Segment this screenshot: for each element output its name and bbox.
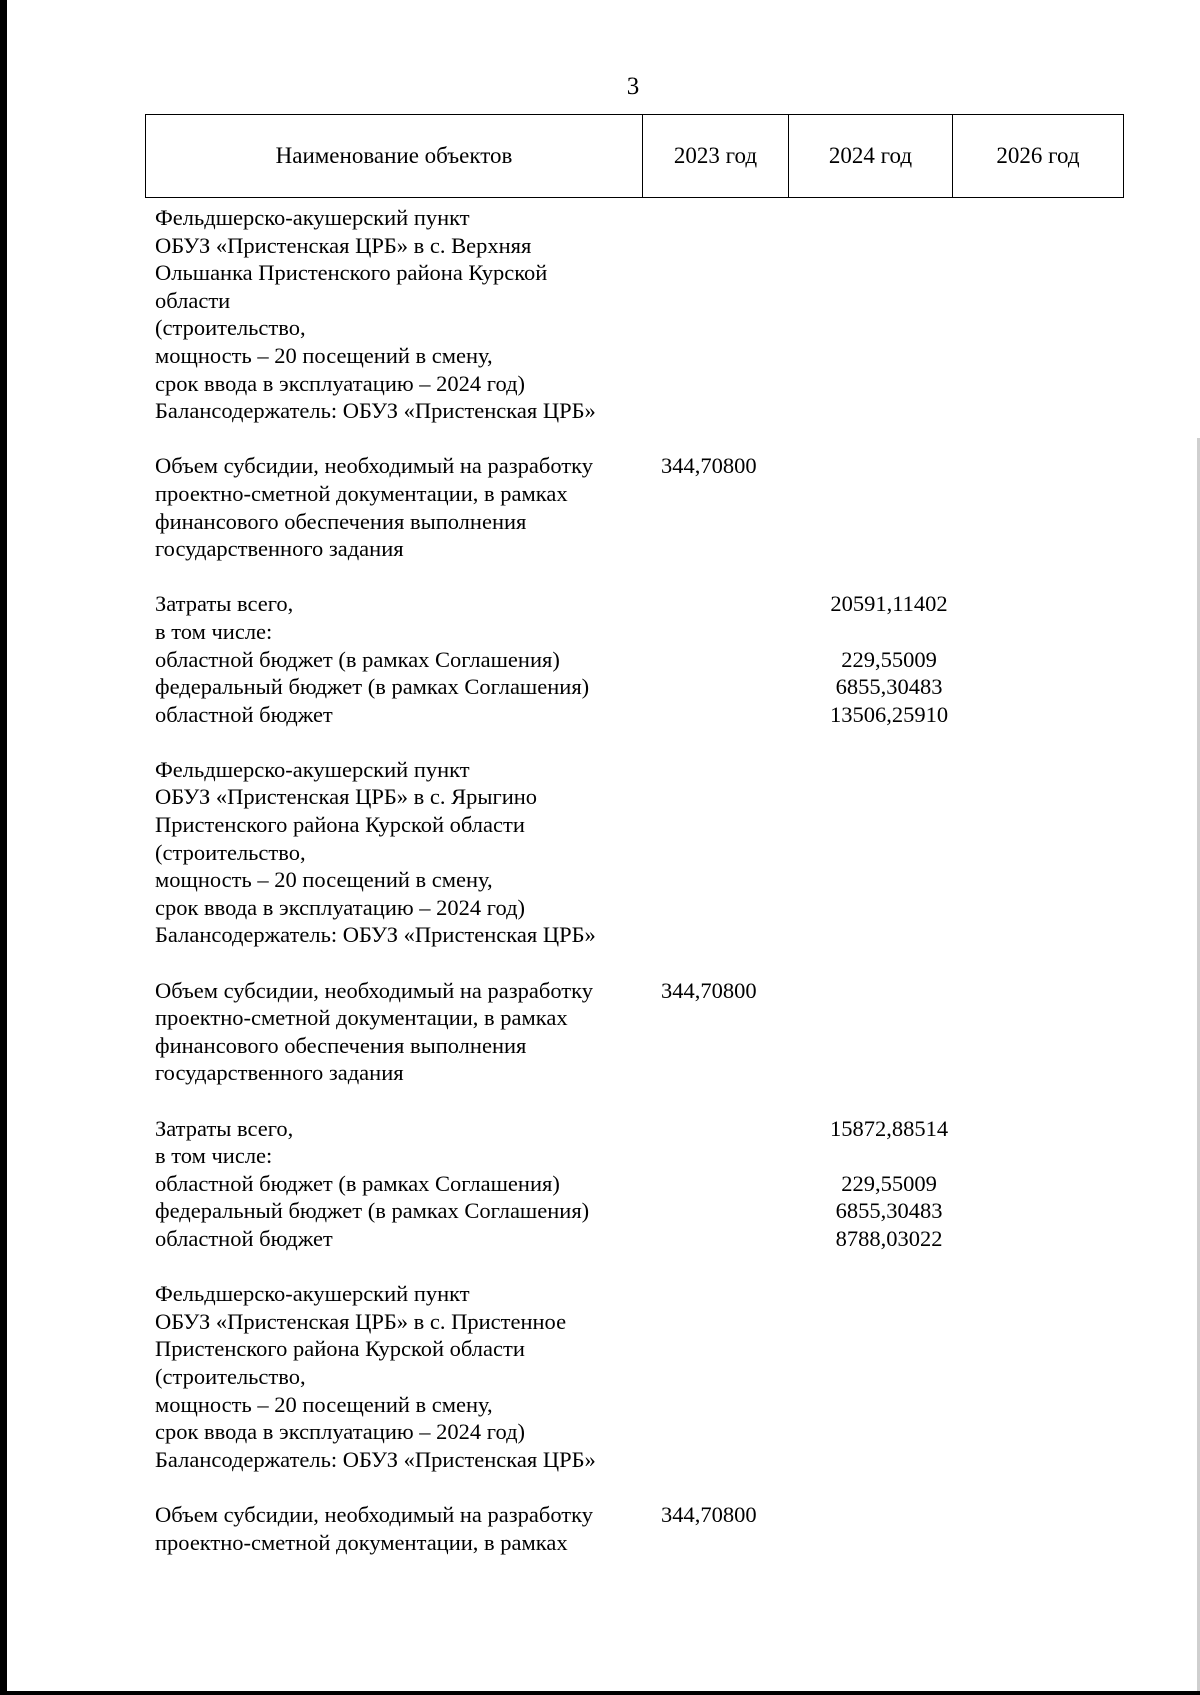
object-name-line: мощность – 20 посещений в смену, xyxy=(155,867,493,893)
column-header-2024: 2024 год xyxy=(789,115,953,197)
column-header-2026: 2026 год xyxy=(953,115,1124,197)
costs-row xyxy=(155,701,1115,729)
subsidy-line: государственного задания xyxy=(155,1060,404,1086)
federal-agreement-value-2024: 6855,30483 xyxy=(835,674,943,700)
subsidy-line: финансового обеспечения выполнения xyxy=(155,1032,527,1058)
regional-agreement-label: областной бюджет (в рамках Соглашения) xyxy=(155,1170,560,1196)
subsidy-label: Объем субсидии, необходимый на разработку xyxy=(155,453,594,479)
object-name-line: Балансодержатель: ОБУЗ «Пристенская ЦРБ» xyxy=(155,398,596,424)
object-name-line: Фельдшерско-акушерский пункт xyxy=(155,205,470,230)
subsidy-line: проектно-сметной документации, в рамках xyxy=(155,480,568,506)
costs-including-label: в том числе: xyxy=(155,1143,273,1169)
object-name-line: Фельдшерско-акушерский пункт xyxy=(155,756,470,782)
regional-budget-label: областной бюджет xyxy=(155,1225,333,1251)
object-name-line: (строительство, xyxy=(155,839,306,865)
costs-total-value-2024: 20591,11402 xyxy=(830,591,948,617)
federal-agreement-label: федеральный бюджет (в рамках Соглашения) xyxy=(155,674,590,700)
object-name-line: ОБУЗ «Пристенская ЦРБ» в с. Ярыгино xyxy=(155,784,538,810)
object-name-line: Фельдшерско-акушерский пункт xyxy=(155,1281,470,1307)
table-body xyxy=(155,204,1115,1556)
object-name-line: Ольшанка Пристенского района Курской xyxy=(155,260,548,286)
subsidy-block xyxy=(155,977,1115,1087)
object-name-line: области xyxy=(155,287,231,313)
subsidy-line xyxy=(155,452,1115,480)
page-number: 3 xyxy=(626,73,640,100)
regional-budget-label: областной бюджет xyxy=(155,701,333,727)
object-name-line: Балансодержатель: ОБУЗ «Пристенская ЦРБ» xyxy=(155,922,596,948)
subsidy-value-2023: 344,70800 xyxy=(661,977,757,1003)
regional-agreement-label: областной бюджет (в рамках Соглашения) xyxy=(155,646,560,672)
subsidy-line: проектно-сметной документации, в рамках xyxy=(155,1005,568,1031)
object-name-line: (строительство, xyxy=(155,315,306,341)
subsidy-line: проектно-сметной документации, в рамках xyxy=(155,1529,568,1555)
regional-budget-value-2024: 13506,25910 xyxy=(829,701,949,727)
scan-border-bottom xyxy=(0,1691,1200,1695)
regional-budget-value-2024: 8788,03022 xyxy=(835,1225,943,1251)
subsidy-line xyxy=(155,1501,1115,1529)
object-name-line: Балансодержатель: ОБУЗ «Пристенская ЦРБ» xyxy=(155,1446,596,1472)
column-header-name: Наименование объектов xyxy=(146,115,643,197)
costs-including-label: в том числе: xyxy=(155,618,273,644)
costs-block xyxy=(155,590,1115,728)
object-name-line: срок ввода в эксплуатацию – 2024 год) xyxy=(155,894,526,920)
subsidy-line: финансового обеспечения выполнения xyxy=(155,508,527,534)
table-header xyxy=(145,114,1124,198)
object-name-block xyxy=(155,1280,1115,1473)
regional-agreement-value-2024: 229,55009 xyxy=(841,1170,937,1196)
object-name-line: ОБУЗ «Пристенская ЦРБ» в с. Верхняя xyxy=(155,232,532,258)
federal-agreement-value-2024: 6855,30483 xyxy=(835,1198,943,1224)
object-name-line: (строительство, xyxy=(155,1363,306,1389)
object-name-line: мощность – 20 посещений в смену, xyxy=(155,342,493,368)
subsidy-label: Объем субсидии, необходимый на разработку xyxy=(155,977,594,1003)
object-name-line: срок ввода в эксплуатацию – 2024 год) xyxy=(155,1419,526,1445)
costs-row xyxy=(155,1170,1115,1198)
scan-border-left xyxy=(0,0,7,1695)
costs-row xyxy=(155,673,1115,701)
object-name-line: ОБУЗ «Пристенская ЦРБ» в с. Пристенное xyxy=(155,1308,567,1334)
costs-row xyxy=(155,590,1115,618)
subsidy-value-2023: 344,70800 xyxy=(661,1501,757,1527)
column-header-2023: 2023 год xyxy=(643,115,789,197)
costs-row xyxy=(155,1225,1115,1253)
subsidy-line: государственного задания xyxy=(155,536,404,562)
costs-row xyxy=(155,1197,1115,1225)
object-name-line: Пристенского района Курской области xyxy=(155,1336,525,1362)
costs-total-label: Затраты всего, xyxy=(155,1115,294,1141)
subsidy-block xyxy=(155,1501,1115,1556)
costs-block xyxy=(155,1115,1115,1253)
costs-total-label: Затраты всего, xyxy=(155,591,294,617)
subsidy-label: Объем субсидии, необходимый на разработку xyxy=(155,1501,594,1527)
object-name-line: срок ввода в эксплуатацию – 2024 год) xyxy=(155,370,526,396)
regional-agreement-value-2024: 229,55009 xyxy=(841,646,937,672)
object-name-line: мощность – 20 посещений в смену, xyxy=(155,1391,493,1417)
object-name-line: Пристенского района Курской области xyxy=(155,812,525,838)
subsidy-value-2023: 344,70800 xyxy=(661,453,757,479)
subsidy-block xyxy=(155,452,1115,562)
object-name-block xyxy=(155,204,1115,425)
subsidy-line xyxy=(155,977,1115,1005)
costs-row xyxy=(155,646,1115,674)
costs-row xyxy=(155,1115,1115,1143)
object-name-block xyxy=(155,756,1115,949)
federal-agreement-label: федеральный бюджет (в рамках Соглашения) xyxy=(155,1198,590,1224)
costs-total-value-2024: 15872,88514 xyxy=(829,1115,949,1141)
